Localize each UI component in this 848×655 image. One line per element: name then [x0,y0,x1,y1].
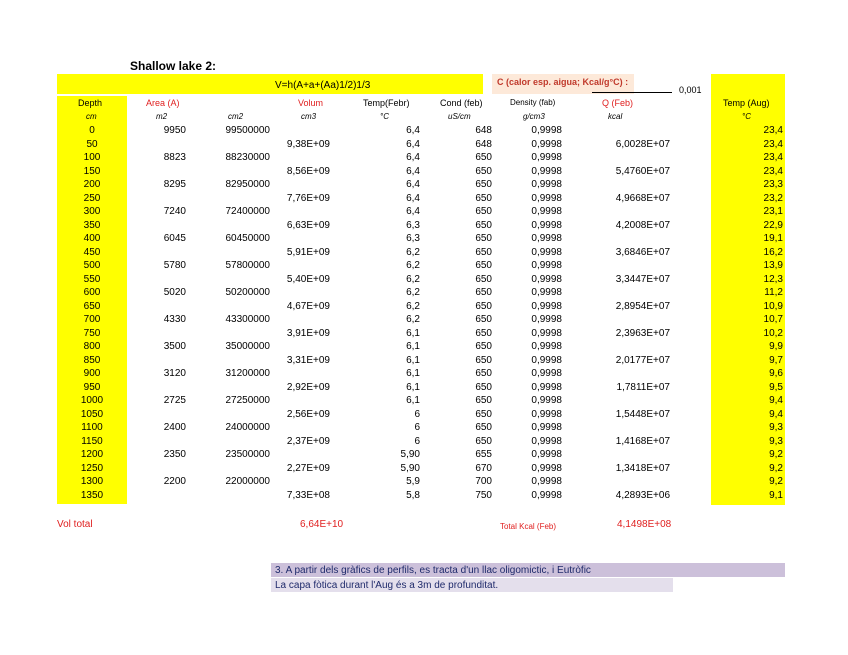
cell-depth[interactable]: 1100 [81,422,103,433]
cell-depth[interactable]: 850 [83,354,101,366]
cell-temp-febr[interactable]: 6,2 [406,273,420,285]
cell-q[interactable]: 4,9668E+07 [615,192,670,204]
cell-area-cm2[interactable]: 60450000 [225,233,270,244]
cell-area[interactable]: 9950 [163,125,186,136]
header-temp-febr: Temp(Febr) [363,98,410,108]
cell-temp-febr[interactable]: 6,2 [406,314,420,325]
formula-band [57,74,483,94]
cell-q[interactable]: 4,2893E+06 [615,489,670,501]
cell-temp-febr[interactable]: 6,4 [406,138,420,150]
cell-density[interactable]: 0,9998 [531,314,562,325]
cell-volum[interactable]: 2,56E+09 [286,408,330,420]
header-volum: Volum [298,98,324,108]
cell-q[interactable]: 1,3418E+07 [615,462,670,474]
sheet-title: Shallow lake 2: [130,59,217,73]
cell-temp-aug[interactable]: 12,3 [763,273,783,285]
specific-heat-label: C (calor esp. aigua; Kcal/g°C) : [497,77,629,87]
unit-temp: °C [380,112,389,121]
cell-temp-aug[interactable]: 9,9 [769,341,783,352]
cell-temp-aug[interactable]: 16,2 [763,246,783,258]
cell-q[interactable]: 3,3447E+07 [615,273,670,285]
cell-depth[interactable]: 50 [86,138,98,150]
cell-area[interactable]: 8295 [163,179,186,190]
cell-temp-aug[interactable]: 9,2 [769,462,783,474]
cell-temp-febr[interactable]: 6,2 [406,300,420,312]
cell-temp-aug[interactable]: 23,2 [763,192,783,204]
cell-depth[interactable]: 1050 [80,408,104,420]
cell-volum[interactable]: 4,67E+09 [286,300,330,312]
cell-cond[interactable]: 650 [475,422,492,433]
cell-depth[interactable]: 900 [83,368,101,379]
cell-temp-febr[interactable]: 6,1 [406,354,420,366]
cell-depth[interactable]: 800 [83,341,101,352]
cell-area-cm2[interactable]: 31200000 [225,368,270,379]
cell-temp-aug[interactable]: 9,5 [769,381,783,393]
cell-cond[interactable]: 650 [475,206,492,217]
cell-cond[interactable]: 650 [475,435,492,447]
cell-depth[interactable]: 500 [83,260,101,271]
cell-cond[interactable]: 650 [475,354,492,366]
cell-q[interactable]: 4,2008E+07 [615,219,670,231]
cell-area[interactable]: 4330 [163,314,186,325]
cell-depth[interactable]: 1200 [80,449,104,460]
cell-area[interactable]: 5780 [163,260,186,271]
cell-depth[interactable]: 300 [83,206,101,217]
cell-temp-febr[interactable]: 6,1 [406,327,420,339]
cell-area-cm2[interactable]: 23500000 [225,449,270,460]
cell-density[interactable]: 0,9998 [531,125,562,136]
cell-depth[interactable]: 200 [83,179,101,190]
cell-temp-aug[interactable]: 22,9 [763,219,783,231]
cell-cond[interactable]: 650 [475,327,492,339]
cell-area-cm2[interactable]: 24000000 [225,422,270,433]
cell-temp-febr[interactable]: 5,9 [406,476,420,487]
cell-q[interactable]: 5,4760E+07 [615,165,670,177]
cell-cond[interactable]: 700 [475,476,492,487]
cell-q[interactable]: 3,6846E+07 [615,246,670,258]
unit-area: m2 [156,112,168,121]
cell-density[interactable]: 0,9998 [531,206,562,217]
cell-depth[interactable]: 0 [89,125,95,136]
cell-cond[interactable]: 650 [475,246,492,258]
cell-area[interactable]: 7240 [163,206,186,217]
cell-temp-aug[interactable]: 9,3 [769,435,783,447]
cell-depth[interactable]: 250 [83,192,101,204]
cell-density[interactable]: 0,9998 [531,165,562,177]
cell-temp-aug[interactable]: 9,7 [769,354,783,366]
cell-density[interactable]: 0,9998 [531,395,562,406]
note-line1[interactable]: 3. A partir dels gràfics de perfils, es tracta d'un llac oligomictic, i Eutròfic [275,565,591,576]
cell-temp-febr[interactable]: 6,1 [406,381,420,393]
cell-depth[interactable]: 700 [83,314,101,325]
cell-density[interactable]: 0,9998 [531,327,562,339]
cell-area-cm2[interactable]: 22000000 [225,476,270,487]
cell-temp-aug[interactable]: 9,4 [769,408,783,420]
cell-cond[interactable]: 650 [475,395,492,406]
cell-volum[interactable]: 3,91E+09 [286,327,330,339]
cell-temp-febr[interactable]: 6 [414,435,420,447]
cell-depth[interactable]: 1350 [80,489,104,501]
cell-temp-febr[interactable]: 6,2 [406,287,420,298]
cell-temp-febr[interactable]: 6,1 [406,341,420,352]
cell-area-cm2[interactable]: 82950000 [225,179,270,190]
cell-density[interactable]: 0,9998 [531,246,562,258]
cell-area[interactable]: 2200 [163,476,186,487]
cell-temp-aug[interactable]: 23,4 [763,125,783,136]
cell-density[interactable]: 0,9998 [531,354,562,366]
cell-temp-aug[interactable]: 11,2 [764,287,783,298]
cell-depth[interactable]: 650 [83,300,101,312]
cell-temp-febr[interactable]: 6,3 [406,219,420,231]
specific-heat-underline [592,92,672,93]
unit-volum: cm3 [301,112,317,121]
unit-cond: uS/cm [448,112,471,121]
cell-temp-aug[interactable]: 13,9 [763,260,783,271]
cell-temp-febr[interactable]: 6,4 [406,179,420,190]
cell-depth[interactable]: 550 [83,273,101,285]
cell-density[interactable]: 0,9998 [531,408,562,420]
cell-cond[interactable]: 650 [475,233,492,244]
cell-temp-febr[interactable]: 5,90 [400,462,420,474]
cell-temp-febr[interactable]: 6,3 [406,233,420,244]
cell-cond[interactable]: 650 [475,300,492,312]
cell-volum[interactable]: 5,40E+09 [286,273,330,285]
cell-temp-aug[interactable]: 9,4 [769,395,783,406]
cell-cond[interactable]: 650 [475,192,492,204]
cell-area[interactable]: 2400 [163,422,186,433]
cell-area[interactable]: 6045 [163,233,186,244]
cell-volum[interactable]: 9,38E+09 [286,138,330,150]
cell-area[interactable]: 2725 [163,395,186,406]
cell-cond[interactable]: 650 [475,341,492,352]
cell-density[interactable]: 0,9998 [531,192,562,204]
cell-density[interactable]: 0,9998 [531,489,562,501]
cell-q[interactable]: 6,0028E+07 [615,138,670,150]
cell-area-cm2[interactable]: 43300000 [225,314,270,325]
cell-cond[interactable]: 650 [475,368,492,379]
cell-temp-febr[interactable]: 6,4 [406,165,420,177]
cell-density[interactable]: 0,9998 [531,152,562,163]
cell-density[interactable]: 0,9998 [531,476,562,487]
cell-temp-febr[interactable]: 6,4 [406,192,420,204]
cell-cond[interactable]: 650 [475,219,492,231]
cell-depth[interactable]: 450 [83,246,101,258]
cell-temp-febr[interactable]: 5,8 [406,489,420,501]
cell-temp-aug[interactable]: 23,4 [763,165,783,177]
cell-area-cm2[interactable]: 27250000 [225,395,270,406]
cell-area[interactable]: 3500 [163,341,186,352]
header-density: Density (fab) [510,98,556,107]
cell-depth[interactable]: 600 [83,287,101,298]
header-area: Area (A) [146,98,180,108]
cell-area-cm2[interactable]: 99500000 [225,125,270,136]
cell-volum[interactable]: 5,91E+09 [286,246,330,258]
unit-temp-aug: °C [742,112,751,121]
cell-temp-febr[interactable]: 6 [414,422,420,433]
cell-cond[interactable]: 650 [475,314,492,325]
cell-depth[interactable]: 950 [83,381,101,393]
cell-temp-aug[interactable]: 9,3 [769,422,783,433]
cell-q[interactable]: 1,5448E+07 [615,408,670,420]
cell-density[interactable]: 0,9998 [531,462,562,474]
cell-temp-febr[interactable]: 6,1 [406,395,420,406]
cell-cond[interactable]: 650 [475,179,492,190]
cell-temp-aug[interactable]: 9,1 [769,489,783,501]
cell-density[interactable]: 0,9998 [531,341,562,352]
cell-temp-febr[interactable]: 6,4 [406,152,420,163]
cell-density[interactable]: 0,9998 [531,260,562,271]
cell-temp-febr[interactable]: 6,2 [406,260,420,271]
cell-density[interactable]: 0,9998 [531,422,562,433]
cell-density[interactable]: 0,9998 [531,219,562,231]
cell-cond[interactable]: 650 [475,152,492,163]
cell-depth[interactable]: 1300 [80,476,104,487]
cell-temp-febr[interactable]: 6,1 [406,368,420,379]
cell-density[interactable]: 0,9998 [531,381,562,393]
cell-q[interactable]: 1,7811E+07 [616,381,670,393]
cell-cond[interactable]: 650 [475,260,492,271]
cell-cond[interactable]: 650 [475,408,492,420]
cell-density[interactable]: 0,9998 [531,435,562,447]
cell-temp-aug[interactable]: 23,4 [763,138,783,150]
cell-temp-febr[interactable]: 6,4 [406,206,420,217]
cell-temp-aug[interactable]: 10,2 [763,327,783,339]
cell-volum[interactable]: 6,63E+09 [286,219,330,231]
cell-area-cm2[interactable]: 57800000 [225,260,270,271]
cell-volum[interactable]: 7,76E+09 [286,192,330,204]
cell-q[interactable]: 2,8954E+07 [615,300,670,312]
cell-density[interactable]: 0,9998 [531,300,562,312]
cell-cond[interactable]: 650 [475,287,492,298]
cell-depth[interactable]: 1250 [80,462,104,474]
cell-depth[interactable]: 150 [83,165,101,177]
unit-q: kcal [608,112,623,121]
header-cond: Cond (feb) [440,98,483,108]
vol-total-label: Vol total [57,519,93,530]
note-line2[interactable]: La capa fòtica durant l'Aug és a 3m de profunditat. [275,580,499,591]
cell-temp-aug[interactable]: 9,6 [769,368,783,379]
cell-cond[interactable]: 750 [475,489,492,501]
cell-temp-aug[interactable]: 23,1 [763,206,783,217]
cell-q[interactable]: 1,4168E+07 [615,435,670,447]
cell-area-cm2[interactable]: 88230000 [225,152,270,163]
cell-temp-aug[interactable]: 10,7 [763,314,783,325]
cell-volum[interactable]: 7,33E+08 [286,489,330,501]
header-depth: Depth [78,98,103,108]
cell-area[interactable]: 3120 [163,368,186,379]
cell-area-cm2[interactable]: 35000000 [225,341,270,352]
cell-density[interactable]: 0,9998 [531,179,562,190]
cell-temp-aug[interactable]: 23,3 [763,179,783,190]
cell-depth[interactable]: 1000 [80,395,104,406]
cell-temp-febr[interactable]: 6,2 [406,246,420,258]
unit-depth: cm [86,112,97,121]
cell-temp-aug[interactable]: 19,1 [763,233,783,244]
cell-depth[interactable]: 400 [83,233,101,244]
cell-area[interactable]: 5020 [163,287,186,298]
cell-cond[interactable]: 650 [475,273,492,285]
cell-cond[interactable]: 650 [475,165,492,177]
unit-density: g/cm3 [523,112,545,121]
vol-total-value[interactable]: 6,64E+10 [300,519,344,530]
cell-depth[interactable]: 100 [83,152,101,163]
cell-depth[interactable]: 350 [83,219,101,231]
unit-area-cm2: cm2 [228,112,244,121]
cell-density[interactable]: 0,9998 [531,449,562,460]
total-kcal-value[interactable]: 4,1498E+08 [617,519,672,530]
cell-q[interactable]: 2,0177E+07 [615,354,670,366]
cell-depth[interactable]: 750 [83,327,101,339]
cell-volum[interactable]: 2,37E+09 [286,435,330,447]
cell-temp-febr[interactable]: 6,4 [406,125,420,136]
cell-cond[interactable]: 670 [475,462,492,474]
cell-volum[interactable]: 2,27E+09 [286,462,330,474]
cell-volum[interactable]: 3,31E+09 [286,354,330,366]
volume-formula[interactable]: V=h(A+a+(Aa)1/2)1/3 [275,80,371,91]
cell-temp-aug[interactable]: 10,9 [763,300,783,312]
header-q: Q (Feb) [602,98,634,108]
cell-temp-aug[interactable]: 9,2 [769,449,783,460]
total-kcal-label: Total Kcal (Feb) [500,522,557,531]
cell-volum[interactable]: 8,56E+09 [286,165,330,177]
cell-temp-febr[interactable]: 6 [414,408,420,420]
header-temp-aug: Temp (Aug) [723,98,770,108]
cell-area[interactable]: 8823 [163,152,186,163]
cell-density[interactable]: 0,9998 [531,287,562,298]
cell-temp-febr[interactable]: 5,90 [400,449,420,460]
cell-density[interactable]: 0,9998 [531,138,562,150]
cell-density[interactable]: 0,9998 [531,233,562,244]
cell-cond[interactable]: 648 [475,138,492,150]
cell-cond[interactable]: 648 [475,125,492,136]
specific-heat-value[interactable]: 0,001 [679,85,702,95]
cell-area[interactable]: 2350 [163,449,186,460]
cell-volum[interactable]: 2,92E+09 [286,381,330,393]
cell-cond[interactable]: 655 [475,449,492,460]
cell-q[interactable]: 2,3963E+07 [615,327,670,339]
cell-cond[interactable]: 650 [475,381,492,393]
cell-density[interactable]: 0,9998 [531,368,562,379]
cell-density[interactable]: 0,9998 [531,273,562,285]
cell-depth[interactable]: 1150 [81,435,103,447]
cell-temp-aug[interactable]: 23,4 [763,152,783,163]
cell-area-cm2[interactable]: 72400000 [225,206,270,217]
cell-area-cm2[interactable]: 50200000 [225,287,270,298]
cell-temp-aug[interactable]: 9,2 [769,476,783,487]
